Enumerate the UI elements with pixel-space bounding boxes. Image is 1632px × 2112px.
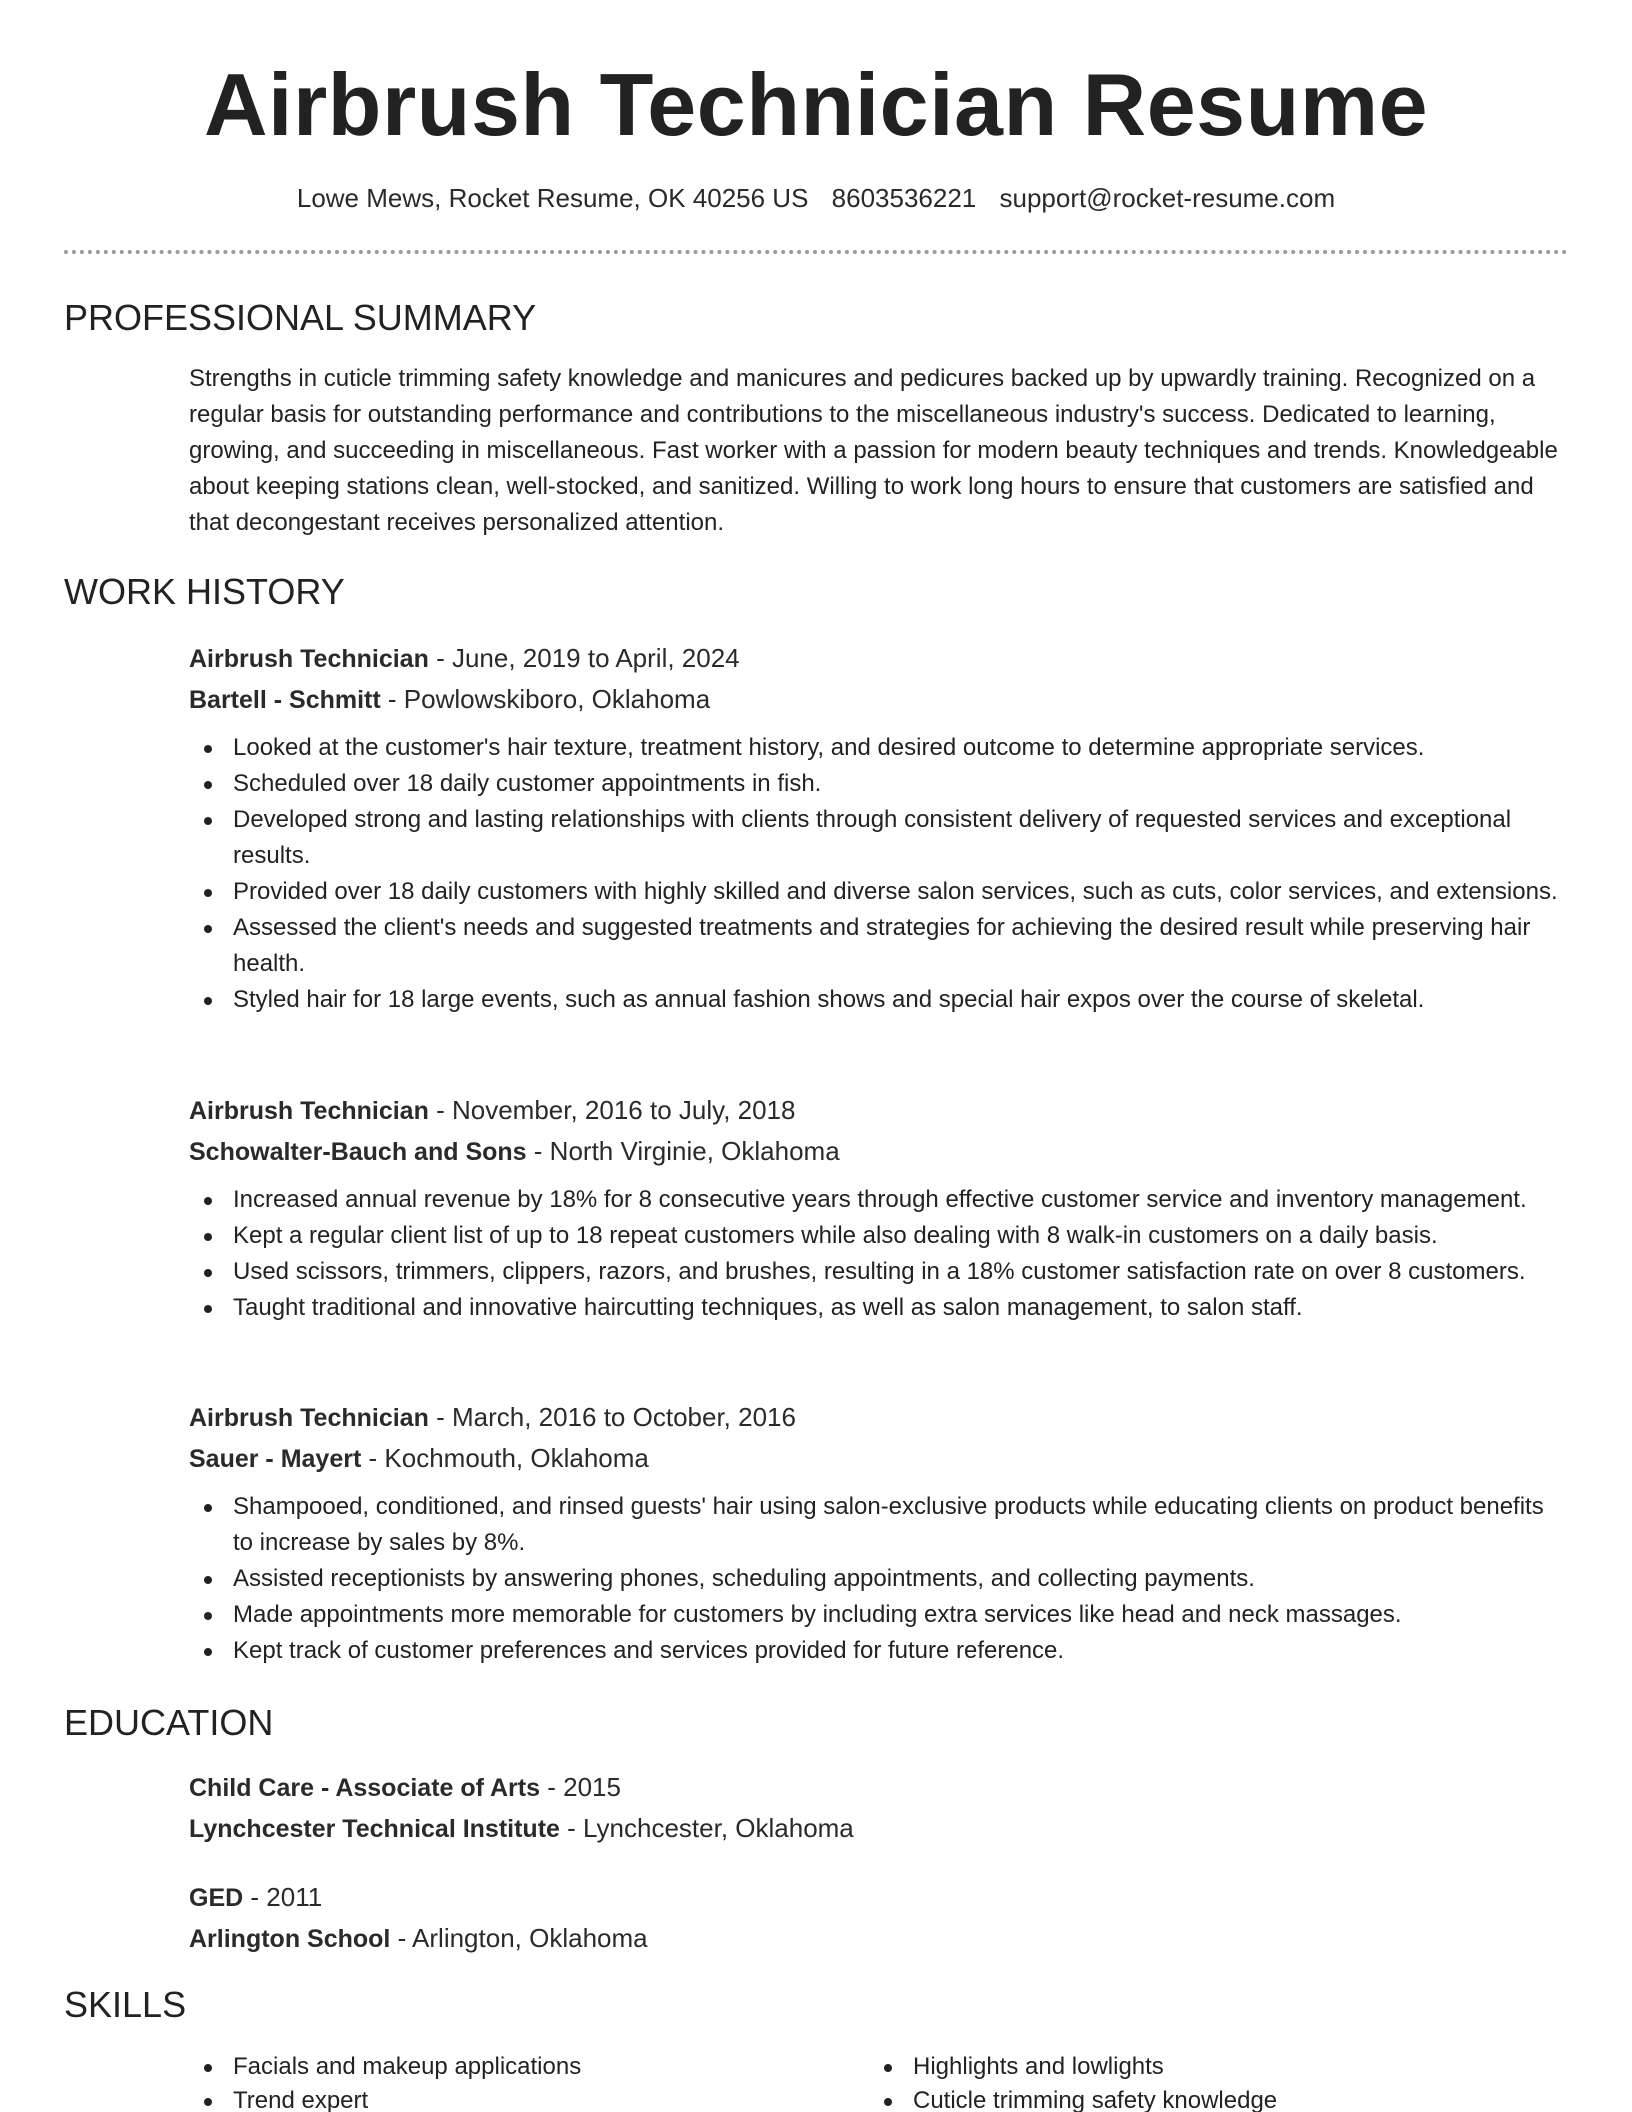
- skill-item: Facials and makeup applications: [189, 2050, 869, 2084]
- job-entry: [189, 638, 1569, 1018]
- education-degree-line: [189, 1767, 1569, 1808]
- education-entry: [189, 1767, 1569, 1849]
- section-title-skills: SKILLS: [64, 1984, 187, 2025]
- job-company-line: [189, 679, 1569, 720]
- job-dates: - November, 2016 to July, 2018: [428, 1095, 796, 1125]
- job-entry: [189, 1397, 1569, 1669]
- job-bullet: Provided over 18 daily customers with highly skilled and diverse salon services, such as cuts, color services, and extensions.: [189, 874, 1569, 910]
- job-title-line: [189, 1397, 1569, 1438]
- education-location: - Arlington, Oklahoma: [390, 1923, 648, 1953]
- education-school-line: [189, 1808, 1569, 1849]
- job-company: Sauer - Mayert: [189, 1445, 362, 1473]
- contact-email: support@rocket-resume.com: [999, 183, 1336, 213]
- job-title: Airbrush Technician: [189, 1097, 429, 1125]
- education-degree-line: [189, 1877, 1569, 1918]
- job-location: - North Virginie, Oklahoma: [526, 1136, 840, 1166]
- skill-item: Cuticle trimming safety knowledge: [869, 2084, 1549, 2112]
- job-title-line: [189, 1090, 1569, 1131]
- job-bullet: Scheduled over 18 daily customer appointments in fish.: [189, 766, 1569, 802]
- education-year: - 2015: [540, 1772, 621, 1802]
- job-bullet: Assessed the client's needs and suggested treatments and strategies for achieving the desired result while preserving hair health.: [189, 910, 1569, 982]
- job-bullet: Kept a regular client list of up to 18 repeat customers while also dealing with 8 walk-in customers on a daily basis.: [189, 1218, 1569, 1254]
- skills-list: [189, 2050, 1569, 2112]
- job-title: Airbrush Technician: [189, 645, 429, 673]
- job-company: Schowalter-Bauch and Sons: [189, 1138, 527, 1166]
- job-company-line: [189, 1131, 1569, 1172]
- job-location: - Powlowskiboro, Oklahoma: [380, 684, 711, 714]
- job-bullet: Assisted receptionists by answering phones, scheduling appointments, and collecting payments.: [189, 1561, 1569, 1597]
- job-bullet: Looked at the customer's hair texture, treatment history, and desired outcome to determine appropriate services.: [189, 730, 1569, 766]
- job-title: Airbrush Technician: [189, 1404, 429, 1432]
- job-bullet: Shampooed, conditioned, and rinsed guests' hair using salon-exclusive products while educating clients on product benefits to increase by sales by 8%.: [189, 1489, 1569, 1561]
- job-bullet: Increased annual revenue by 18% for 8 consecutive years through effective customer service and inventory management.: [189, 1182, 1569, 1218]
- job-dates: - March, 2016 to October, 2016: [428, 1402, 796, 1432]
- job-bullets: [189, 1182, 1569, 1326]
- job-title-line: [189, 638, 1569, 679]
- education-school: Lynchcester Technical Institute: [189, 1815, 560, 1843]
- contact-address: Lowe Mews, Rocket Resume, OK 40256 US: [296, 183, 809, 213]
- contact-line: [0, 180, 1632, 216]
- job-company: Bartell - Schmitt: [189, 686, 381, 714]
- job-bullet: Made appointments more memorable for customers by including extra services like head and neck massages.: [189, 1597, 1569, 1633]
- section-title-education: EDUCATION: [64, 1702, 274, 1743]
- summary-text: Strengths in cuticle trimming safety knowledge and manicures and pedicures backed up by upwardly training. Recognized on a regular basis for outstanding performance and contributions to the miscellaneous industry's success. Dedicated to learning, growing, and succeeding in miscellaneous. Fast worker with a passion for modern beauty techniques and trends. Knowledgeable about keeping stations clean, well-stocked, and sanitized. Willing to work long hours to ensure that customers are satisfied and that decongestant receives personalized attention.: [189, 365, 1558, 536]
- skill-item: Trend expert: [189, 2084, 869, 2112]
- job-bullet: Developed strong and lasting relationships with clients through consistent delivery of requested services and exceptional results.: [189, 802, 1569, 874]
- job-bullet: Used scissors, trimmers, clippers, razors, and brushes, resulting in a 18% customer satisfaction rate on over 8 customers.: [189, 1254, 1569, 1290]
- job-company-line: [189, 1438, 1569, 1479]
- resume-title: Airbrush Technician Resume: [203, 55, 1429, 154]
- job-entry: [189, 1090, 1569, 1326]
- job-location: - Kochmouth, Oklahoma: [361, 1443, 649, 1473]
- contact-phone: 8603536221: [831, 183, 977, 213]
- section-title-work-history: WORK HISTORY: [64, 571, 345, 612]
- skills-column-right: [869, 2050, 1549, 2112]
- job-bullets: [189, 730, 1569, 1018]
- education-entry: [189, 1877, 1569, 1959]
- skills-column-left: [189, 2050, 869, 2112]
- skill-item: Highlights and lowlights: [869, 2050, 1549, 2084]
- job-bullet: Styled hair for 18 large events, such as annual fashion shows and special hair expos over the course of skeletal.: [189, 982, 1569, 1018]
- section-title-summary: PROFESSIONAL SUMMARY: [64, 297, 537, 338]
- education-location: - Lynchcester, Oklahoma: [559, 1813, 854, 1843]
- education-degree: GED: [189, 1884, 244, 1912]
- education-degree: Child Care - Associate of Arts: [189, 1774, 541, 1802]
- education-school-line: [189, 1918, 1569, 1959]
- job-dates: - June, 2019 to April, 2024: [428, 643, 740, 673]
- job-bullets: [189, 1489, 1569, 1669]
- job-bullet: Taught traditional and innovative haircutting techniques, as well as salon management, to salon staff.: [189, 1290, 1569, 1326]
- education-year: - 2011: [243, 1882, 323, 1912]
- header-divider: [64, 250, 1568, 254]
- education-school: Arlington School: [189, 1925, 391, 1953]
- job-bullet: Kept track of customer preferences and services provided for future reference.: [189, 1633, 1569, 1669]
